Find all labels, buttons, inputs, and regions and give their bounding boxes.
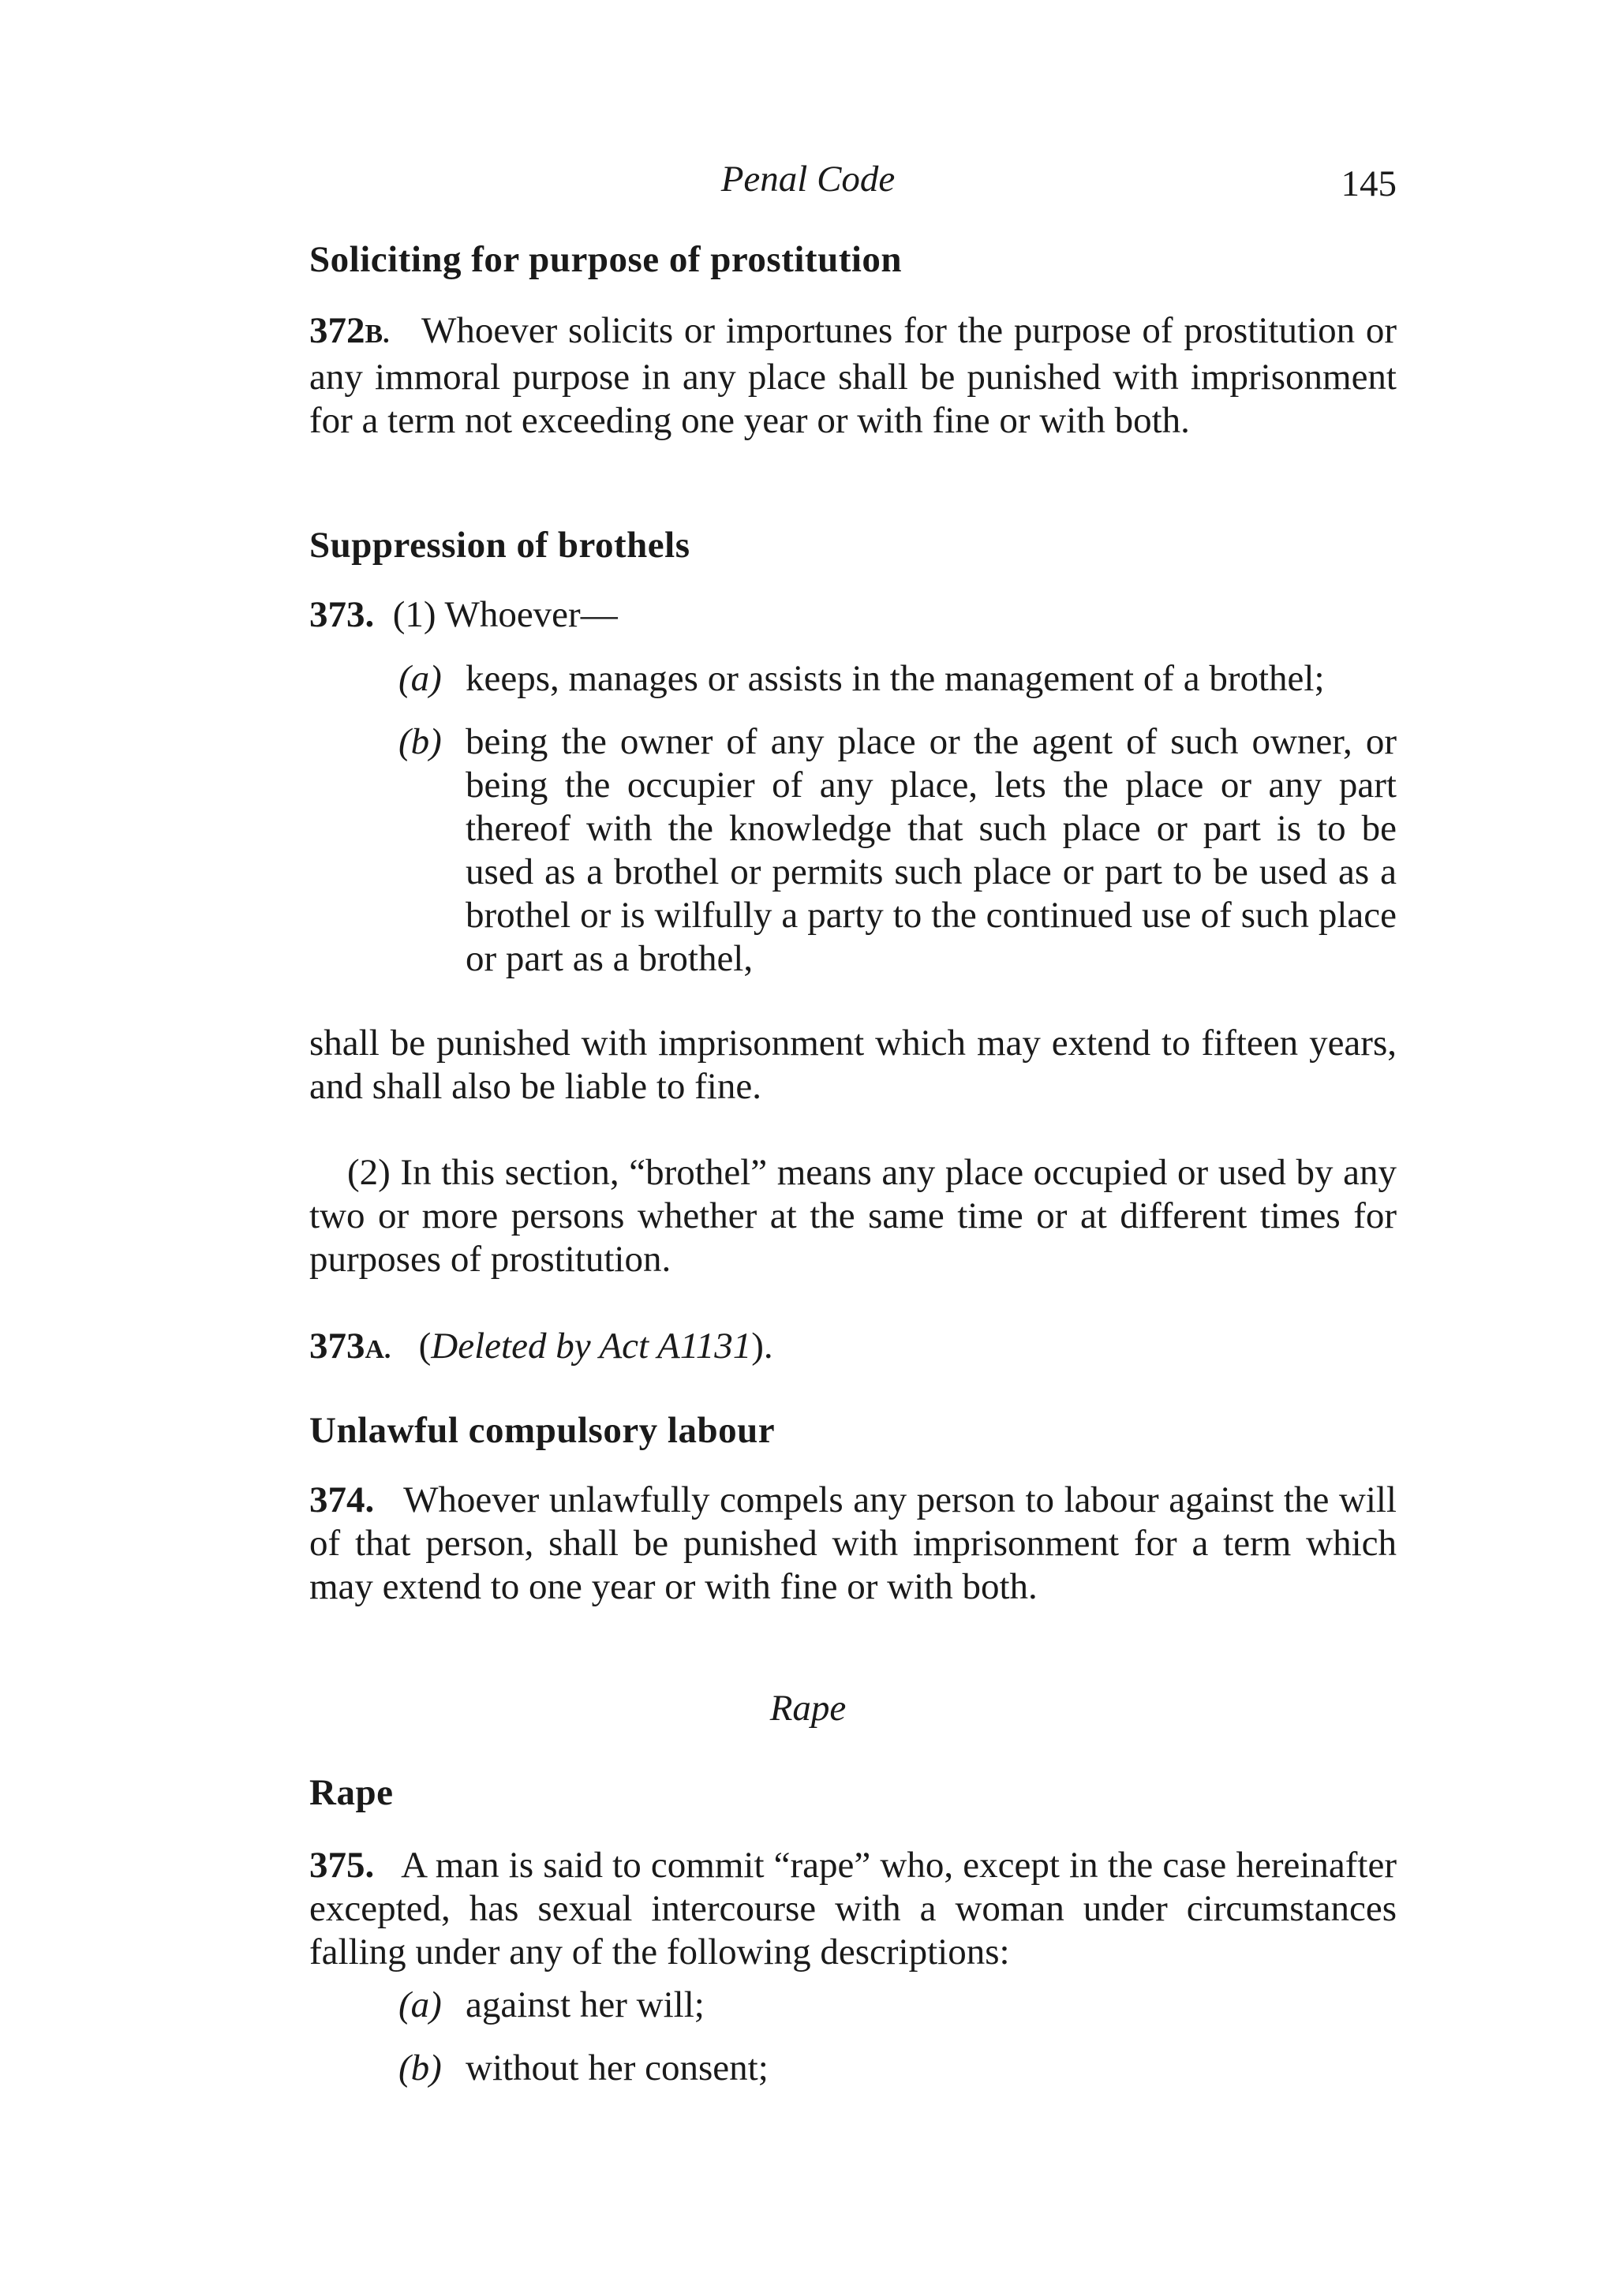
list-item-373-a bbox=[398, 657, 1397, 701]
running-title: Penal Code bbox=[720, 159, 896, 200]
item-text: against her will; bbox=[466, 1984, 705, 2025]
section-375 bbox=[309, 1844, 1397, 1974]
section-heading-372b: Soliciting for purpose of prostitution bbox=[309, 239, 903, 280]
list-item-373-b bbox=[398, 720, 1397, 981]
section-heading-374: Unlawful compulsory labour bbox=[309, 1410, 776, 1451]
item-text: without her consent; bbox=[466, 2047, 769, 2088]
section-373-intro-text: (1) Whoever— bbox=[392, 594, 618, 635]
section-number-374: 374. bbox=[309, 1479, 375, 1520]
section-text-372b: Whoever solicits or importunes for the purpose of prostitution or any immoral purpose in any place shall be punished with imprisonment for a term not exceeding one year or with fine or with both. bbox=[309, 310, 1397, 441]
section-heading-373: Suppression of brothels bbox=[309, 525, 690, 566]
section-number-372b: 372B. bbox=[309, 310, 390, 351]
item-label: (b) bbox=[398, 2047, 442, 2088]
item-text: keeps, manages or assists in the management of a brothel; bbox=[466, 658, 1325, 699]
item-label: (a) bbox=[398, 1984, 442, 2025]
part-title: Rape bbox=[769, 1688, 847, 1729]
page-number: 145 bbox=[1341, 163, 1397, 204]
section-373-penalty: shall be punished with imprisonment which may extend to fifteen years, and shall also be liable to fine. bbox=[309, 1023, 1397, 1107]
section-text-374: Whoever unlawfully compels any person to labour against the will of that person, shall be punished with imprisonment for a term which may extend to one year or with fine or with both. bbox=[309, 1479, 1397, 1607]
deletion-note: Deleted by Act A1131 bbox=[431, 1326, 752, 1367]
item-label: (b) bbox=[398, 721, 442, 762]
section-number-373: 373. bbox=[309, 594, 375, 635]
list-item-375-a bbox=[398, 1984, 1397, 2027]
section-heading-375: Rape bbox=[309, 1772, 394, 1813]
section-number-373a: 373A. bbox=[309, 1326, 391, 1367]
section-373a: 373A. (Deleted by Act A1131). bbox=[309, 1326, 773, 1367]
section-373-subsection-2: (2) In this section, “brothel” means any place occupied or used by any two or more persons whether at the same time or at different times for purposes of prostitution. bbox=[309, 1152, 1397, 1280]
section-373-intro bbox=[309, 593, 1397, 637]
section-372b bbox=[309, 309, 1397, 443]
item-text: being the owner of any place or the agent of such owner, or being the occupier of any place, lets the place or any part thereof with the knowledge that such place or part is to be used as a brothel or permits such place or part to be used as a brothel or is wilfully a party to the continued use of such place or part as a brothel, bbox=[466, 721, 1397, 979]
section-number-375: 375. bbox=[309, 1845, 375, 1886]
item-label: (a) bbox=[398, 658, 442, 699]
list-item-375-b bbox=[398, 2047, 1397, 2090]
section-374 bbox=[309, 1479, 1397, 1609]
section-text-375: A man is said to commit “rape” who, except in the case hereinafter excepted, has sexual intercourse with a woman under circumstances falling under any of the following descriptions: bbox=[309, 1845, 1397, 1973]
